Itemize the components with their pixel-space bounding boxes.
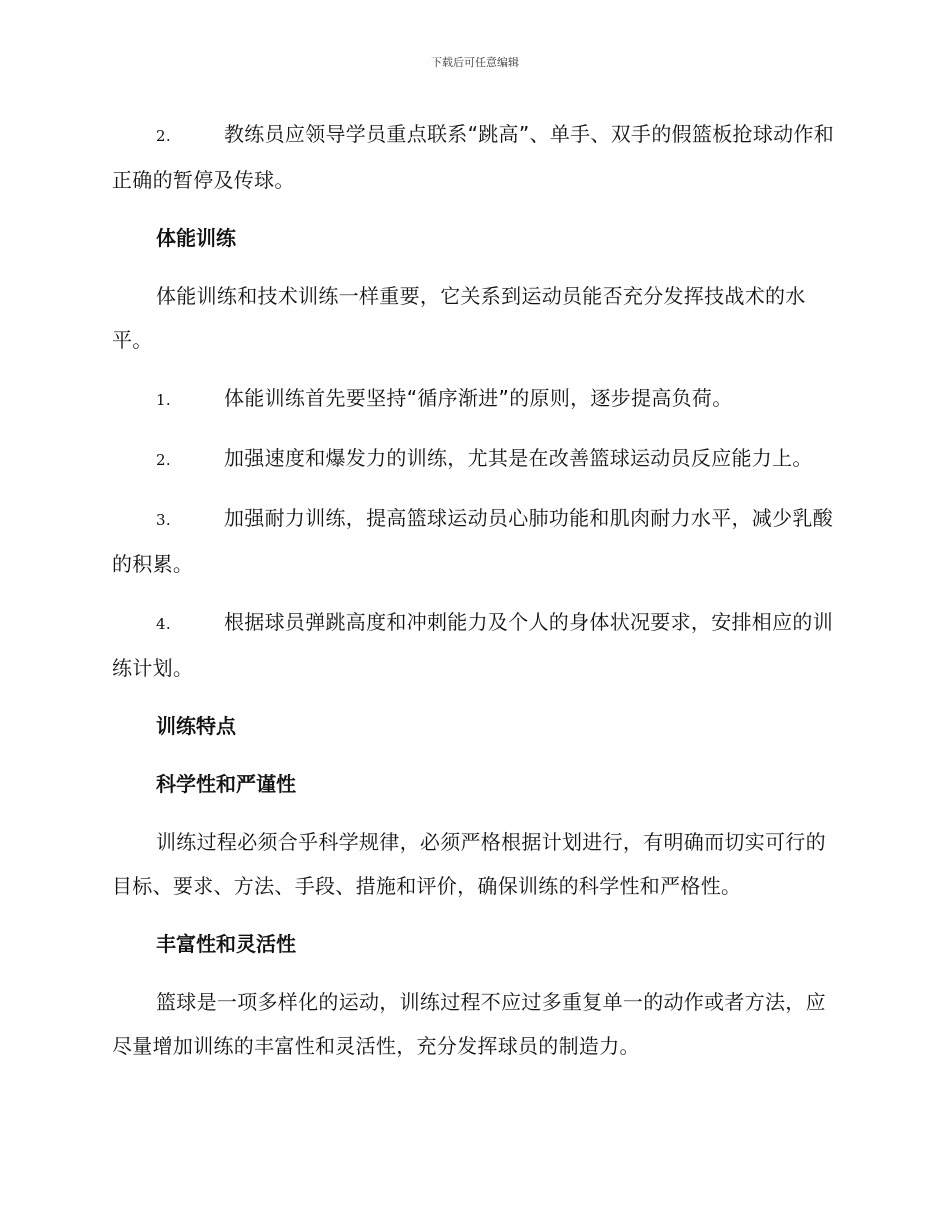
paragraph-physical-intro: 体能训练和技术训练一样重要，它关系到运动员能否充分发挥技战术的水平。 xyxy=(112,284,806,352)
list-item-text: 加强速度和爆发力的训练，尤其是在改善篮球运动员反应能力上。 xyxy=(224,446,813,470)
list-number: 3. xyxy=(156,511,171,529)
section-heading-training-features: 训练特点 xyxy=(156,714,236,738)
list-number: 2. xyxy=(156,127,171,145)
list-number: 1. xyxy=(156,391,171,409)
paragraph-richness-flexibility: 篮球是一项多样化的运动，训练过程不应过多重复单一的动作或者方法，应尽量增加训练的丰富性和灵活性，充分发挥球员的制造力。 xyxy=(112,990,826,1058)
subheading-richness-flexibility: 丰富性和灵活性 xyxy=(156,932,296,956)
paragraph-scientific-rigor: 训练过程必须合乎科学规律，必须严格根据计划进行，有明确而切实可行的目标、要求、方法、手段、措施和评价，确保训练的科学性和严格性。 xyxy=(112,830,826,898)
document-body xyxy=(112,112,836,1082)
list-item-2-a xyxy=(112,112,836,202)
list-item-3 xyxy=(112,496,836,586)
list-number: 2. xyxy=(156,451,171,469)
list-item-1 xyxy=(112,376,836,422)
list-item-text: 体能训练首先要坚持“循序渐进”的原则，逐步提高负荷。 xyxy=(224,386,733,410)
list-item-4 xyxy=(112,600,836,690)
section-heading-physical-training: 体能训练 xyxy=(156,226,236,250)
list-number: 4. xyxy=(156,615,171,633)
list-item-text: 教练员应领导学员重点联系“跳高”、单手、双手的假篮板抢球动作和正确的暂停及传球。 xyxy=(112,122,835,192)
list-item-text: 根据球员弹跳高度和冲刺能力及个人的身体状况要求，安排相应的训练计划。 xyxy=(112,610,833,680)
list-item-text: 加强耐力训练，提高篮球运动员心肺功能和肌肉耐力水平，减少乳酸的积累。 xyxy=(112,506,833,576)
page-header: 下载后可任意编辑 xyxy=(431,56,519,69)
list-item-2-b xyxy=(112,436,836,482)
subheading-scientific-rigor: 科学性和严谨性 xyxy=(156,772,296,796)
